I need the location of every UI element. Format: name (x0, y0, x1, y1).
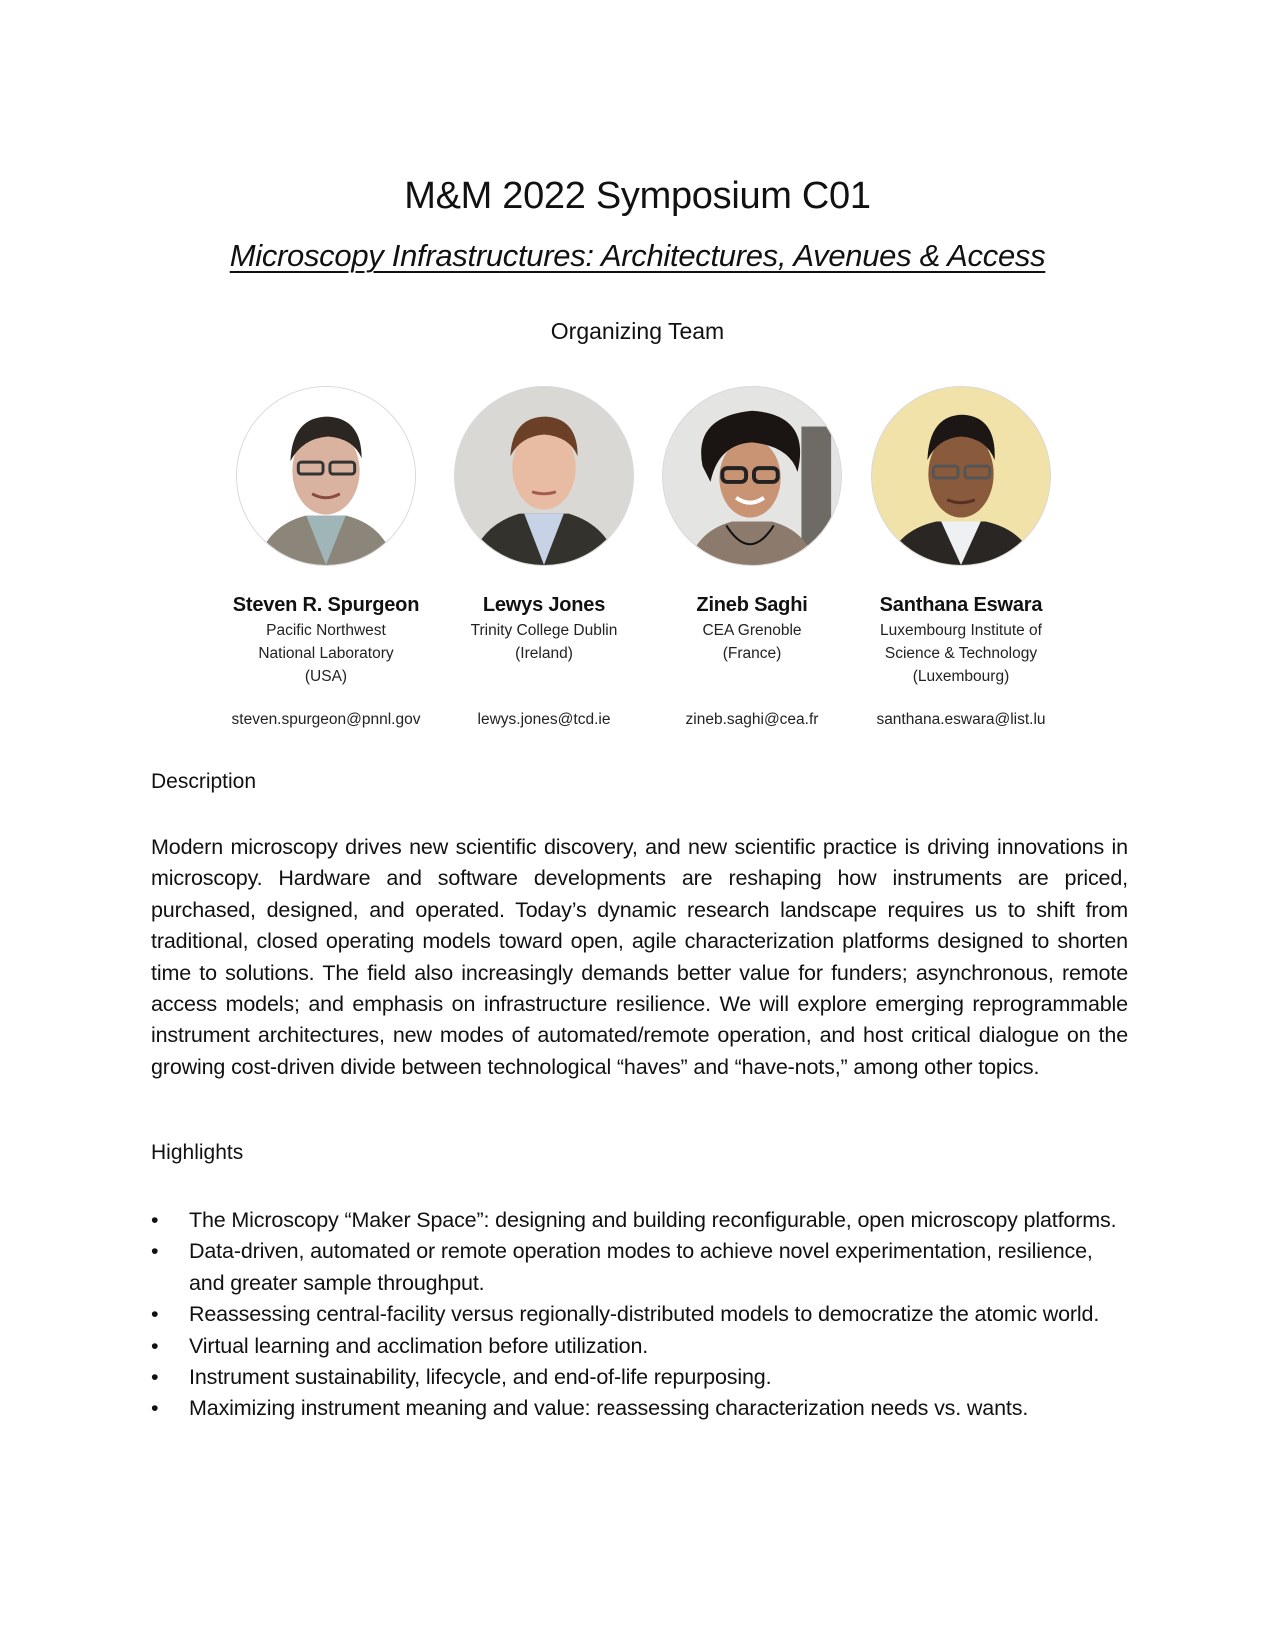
organizer-name: Lewys Jones (482, 594, 606, 616)
highlight-item (151, 1299, 1128, 1330)
affiliation-line: (France) (722, 645, 782, 662)
avatar-photo (662, 386, 842, 566)
avatar-photo (454, 386, 634, 566)
organizer-affiliation (637, 619, 867, 665)
organizer-email-link[interactable]: steven.spurgeon@pnnl.gov (231, 711, 421, 728)
person-portrait-icon (663, 387, 841, 565)
highlights-heading: Highlights (151, 1141, 244, 1164)
organizer-name: Zineb Saghi (696, 594, 808, 616)
affiliation-line: Science & Technology (884, 645, 1038, 662)
affiliation-line: Luxembourg Institute of (880, 622, 1042, 639)
organizer-email-link[interactable]: lewys.jones@tcd.ie (477, 711, 611, 728)
affiliation-line: (USA) (304, 668, 348, 685)
organizer-card (429, 386, 659, 728)
highlights-list (151, 1205, 1128, 1425)
bullet-icon: • (151, 1365, 159, 1390)
highlight-item (151, 1393, 1128, 1424)
organizer-affiliation (846, 619, 1076, 688)
highlight-item (151, 1331, 1128, 1362)
organizer-affiliation (211, 619, 441, 688)
bullet-icon: • (151, 1302, 159, 1327)
bullet-icon: • (151, 1396, 159, 1421)
avatar-photo (236, 386, 416, 566)
highlight-item (151, 1205, 1128, 1236)
bullet-icon: • (151, 1239, 159, 1264)
person-portrait-icon (872, 387, 1050, 565)
affiliation-line: Trinity College Dublin (470, 622, 618, 639)
organizer-list (0, 386, 1275, 746)
description-paragraph: Modern microscopy drives new scientific discovery, and new scientific practice is driving innovations in microscopy. Hardware and software developments are reshaping how instruments are priced, purchased, designed, and operated. Today’s dynamic research landscape requires us to shift from traditional, closed operating models toward open, agile characterization platforms designed to shorten time to solutions. The field also increasingly demands better value for funders; asynchronous, remote access models; and emphasis on infrastructure resilience. We will explore emerging reprogrammable instrument architectures, new modes of automated/remote operation, and host critical dialogue on the growing cost-driven divide between technological “haves” and “have-nots,” among other topics. (151, 835, 1128, 1079)
highlight-item (151, 1236, 1128, 1299)
affiliation-line: Pacific Northwest (266, 622, 386, 639)
organizer-email-link[interactable]: zineb.saghi@cea.fr (685, 711, 819, 728)
highlight-text: Instrument sustainability, lifecycle, and end-of-life repurposing. (189, 1365, 772, 1390)
bullet-icon: • (151, 1208, 159, 1232)
organizer-affiliation (429, 619, 659, 665)
symposium-subtitle: Microscopy Infrastructures: Architectures, Avenues & Access (229, 238, 1046, 273)
organizing-team-heading: Organizing Team (550, 318, 725, 344)
bullet-icon: • (151, 1333, 159, 1358)
person-portrait-icon (455, 387, 633, 565)
person-portrait-icon (237, 387, 415, 565)
organizer-card (211, 386, 441, 728)
affiliation-line: (Luxembourg) (912, 668, 1010, 685)
highlight-text: Maximizing instrument meaning and value: reassessing characterization needs vs. wants. (189, 1396, 1029, 1421)
affiliation-line: (Ireland) (515, 645, 573, 662)
highlight-item (151, 1362, 1128, 1393)
highlight-text: Reassessing central-facility versus regionally-distributed models to democratize the atomic world. (189, 1302, 1100, 1327)
organizer-email-link[interactable]: santhana.eswara@list.lu (876, 711, 1046, 728)
organizer-name: Steven R. Spurgeon (232, 594, 420, 616)
avatar-photo (871, 386, 1051, 566)
organizer-card (846, 386, 1076, 728)
highlight-text: The Microscopy “Maker Space”: designing and building reconfigurable, open microscopy platforms. (189, 1208, 1117, 1232)
affiliation-line: National Laboratory (258, 645, 394, 662)
highlight-text: Data-driven, automated or remote operation modes to achieve novel experimentation, resilience, and greater sample throughput. (189, 1239, 1093, 1295)
description-heading: Description (151, 770, 257, 793)
organizer-card (637, 386, 867, 728)
highlight-text: Virtual learning and acclimation before utilization. (189, 1333, 649, 1358)
organizer-name: Santhana Eswara (879, 594, 1043, 616)
affiliation-line: CEA Grenoble (702, 622, 802, 639)
page-title: M&M 2022 Symposium C01 (404, 175, 871, 218)
